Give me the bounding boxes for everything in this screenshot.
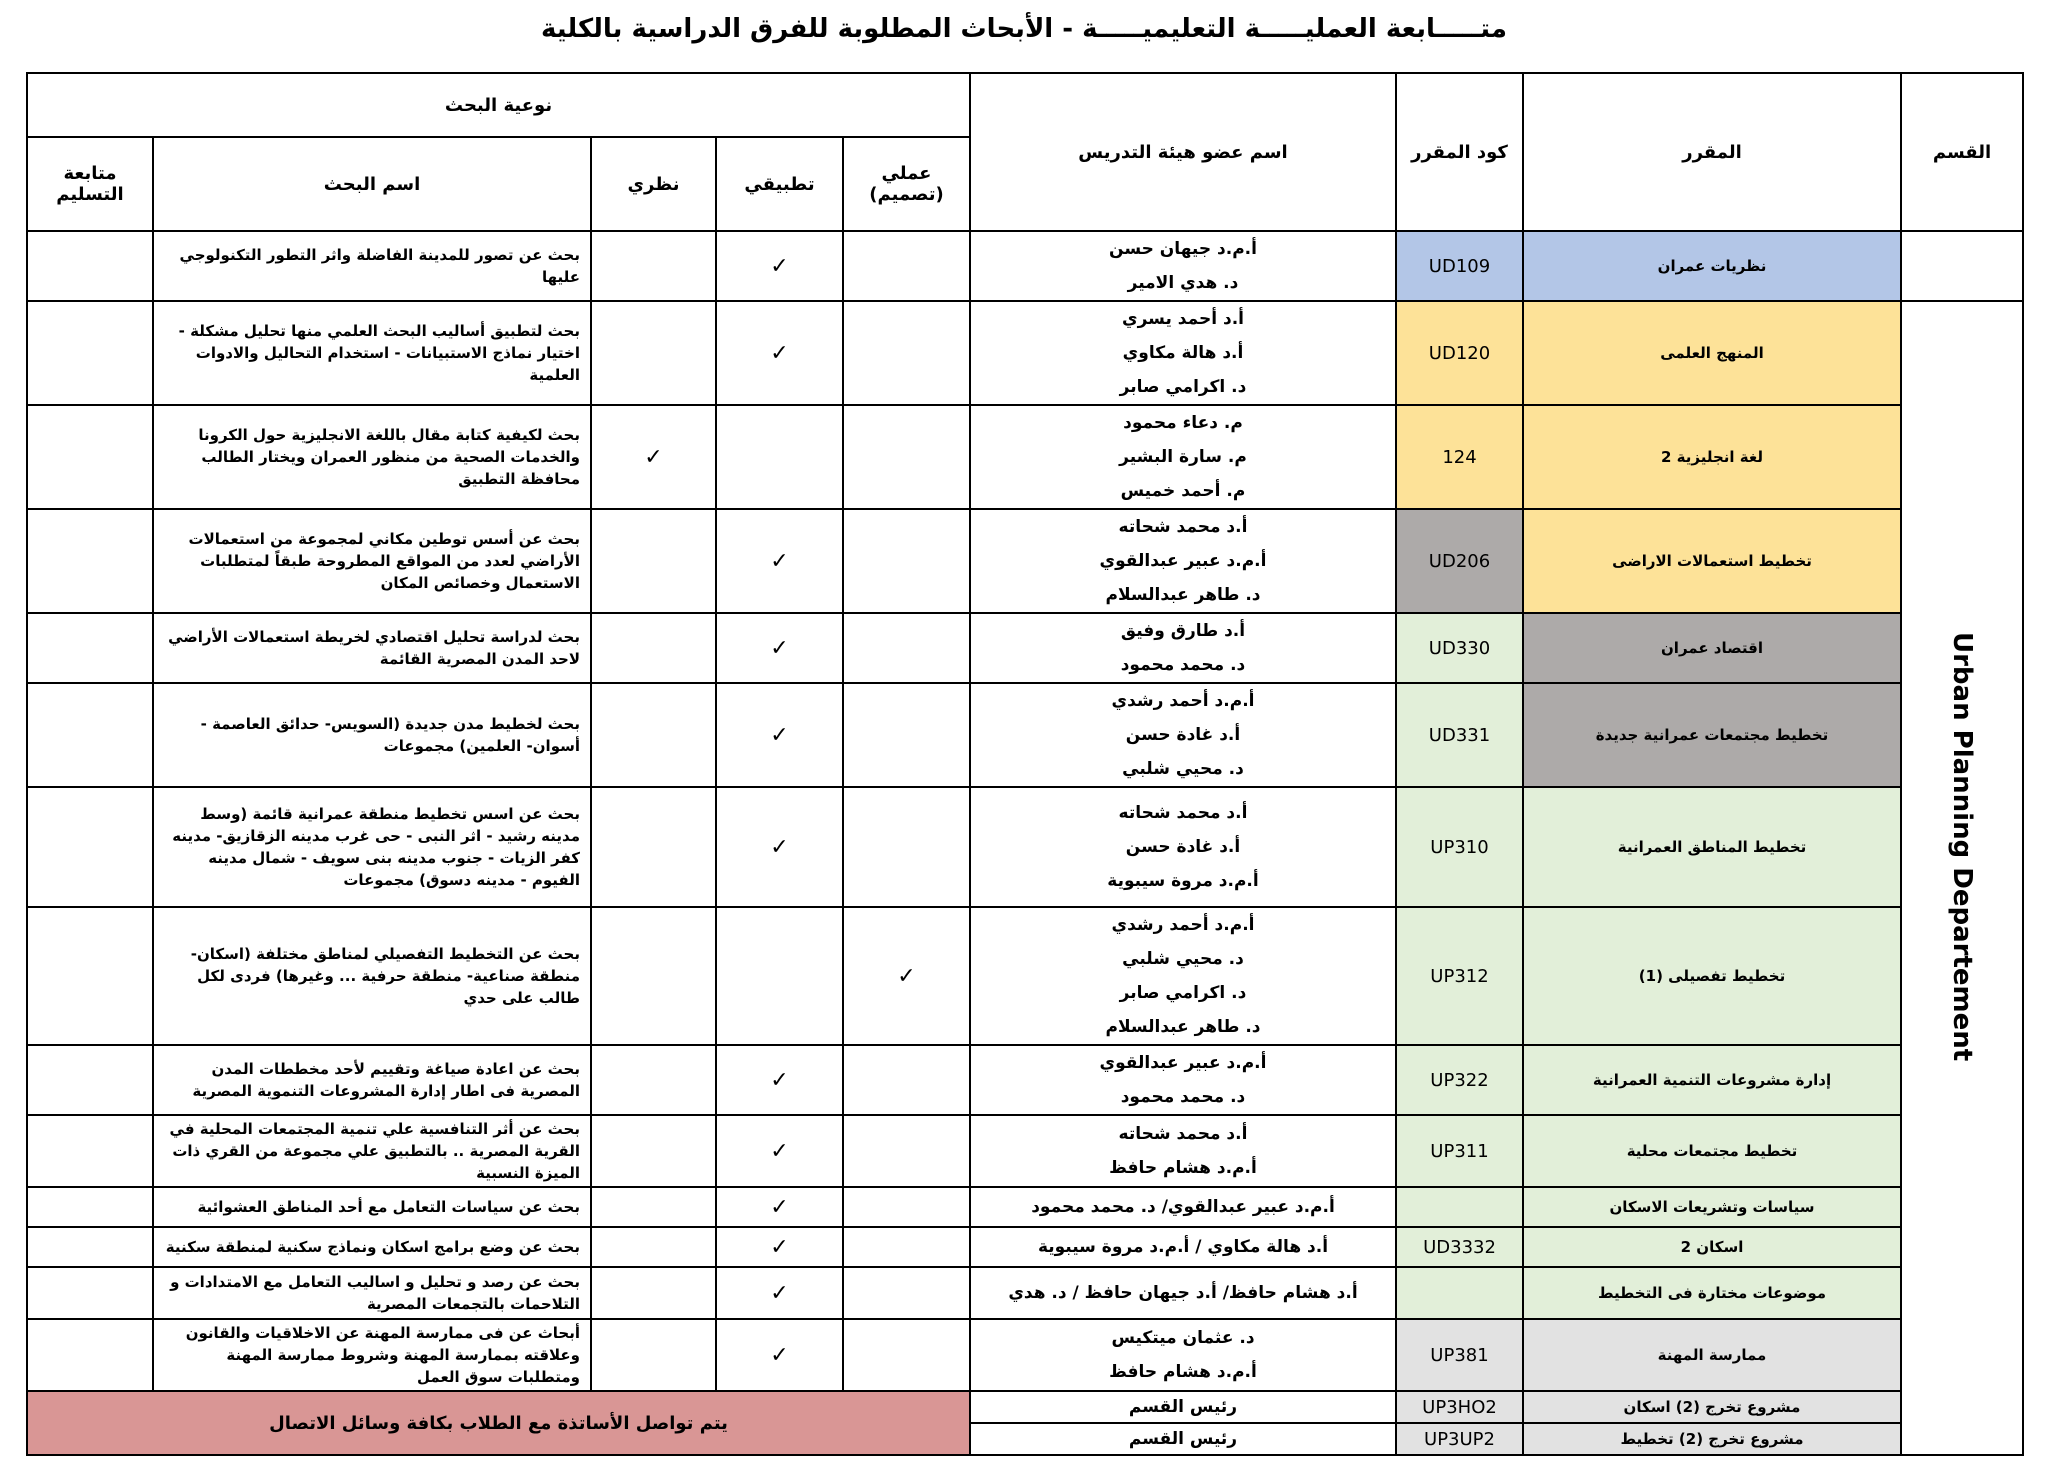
applied-cell	[716, 787, 843, 907]
theoretical-cell	[591, 1267, 716, 1319]
course-code-cell: UP381	[1396, 1319, 1523, 1391]
instructor-name: أ.م.د عبير عبدالقوي/ د. محمد محمود	[1031, 1197, 1335, 1217]
table-row	[27, 509, 2023, 613]
instructor-name: أ.د غادة حسن	[1125, 725, 1241, 745]
check-icon: ✓	[770, 1067, 789, 1093]
applied-header: تطبيقي	[716, 137, 843, 231]
table-row	[27, 907, 2023, 1045]
applied-cell	[716, 1115, 843, 1187]
department-header: القسم	[1901, 73, 2023, 231]
theoretical-cell	[591, 301, 716, 405]
research-name-cell: بحث عن وضع برامج اسكان ونماذج سكنية لمنطقة سكنية	[153, 1227, 591, 1267]
applied-cell	[716, 1187, 843, 1227]
instructor-name: أ.د هشام حافظ/ أ.د جيهان حافظ / د. هدي	[1008, 1283, 1358, 1303]
practical-cell	[843, 1045, 970, 1115]
instructor-name: م. أحمد خميس	[1120, 481, 1246, 501]
practical-header: عملي (تصميم)	[843, 137, 970, 231]
follow-up-cell	[27, 509, 153, 613]
course-code-cell: UP3UP2	[1396, 1423, 1523, 1455]
course-cell: موضوعات مختارة فى التخطيط	[1523, 1267, 1901, 1319]
research-name-cell: بحث عن التخطيط التفصيلي لمناطق مختلفة (اسكان- منطقة صناعية- منطقة حرفية ... وغيرها) فردى لكل طالب على حدي	[153, 907, 591, 1045]
instructor-name: أ.د غادة حسن	[1125, 837, 1241, 857]
practical-cell	[843, 1319, 970, 1391]
table-row	[27, 405, 2023, 509]
instructor-name: د. محمد محمود	[1120, 1087, 1246, 1107]
research-name-cell: أبحاث عن فى ممارسة المهنة عن الاخلاقيات والقانون وعلاقته بممارسة المهنة وشروط ممارسة المهنة ومتطلبات سوق العمل	[153, 1319, 591, 1391]
research-name-cell: بحث عن تصور للمدينة الفاضلة واثر التطور التكنولوجي عليها	[153, 231, 591, 301]
instructor-name: د. طاهر عبدالسلام	[1105, 585, 1261, 605]
research-name-cell: بحث لكيفية كتابة مقال باللغة الانجليزية حول الكرونا والخدمات الصحية من منظور العمران ويختار الطالب محافظة التطبيق	[153, 405, 591, 509]
course-cell: لغة انجليزية 2	[1523, 405, 1901, 509]
instructor-cell	[970, 1423, 1396, 1455]
instructor-cell	[970, 1045, 1396, 1115]
instructor-name: أ.د محمد شحاته	[1118, 1124, 1248, 1144]
course-cell: تخطيط المناطق العمرانية	[1523, 787, 1901, 907]
theoretical-cell	[591, 787, 716, 907]
research-name-cell: بحث لخطيط مدن جديدة (السويس- حدائق العاصمة - أسوان- العلمين) مجموعات	[153, 683, 591, 787]
course-code-cell: UD109	[1396, 231, 1523, 301]
table-row	[27, 1187, 2023, 1227]
course-code-header: كود المقرر	[1396, 73, 1523, 231]
follow-up-header: متابعة التسليم	[27, 137, 153, 231]
applied-cell	[716, 683, 843, 787]
instructor-name: أ.م.د هشام حافظ	[1109, 1158, 1257, 1178]
instructor-name: د. محمد محمود	[1120, 655, 1246, 675]
instructor-name: د. عثمان ميتكيس	[1111, 1328, 1255, 1348]
theoretical-cell	[591, 1187, 716, 1227]
table-row	[27, 613, 2023, 683]
follow-up-cell	[27, 231, 153, 301]
course-cell: المنهج العلمى	[1523, 301, 1901, 405]
instructor-name: د. محيي شلبي	[1122, 759, 1244, 779]
instructor-name: أ.م.د أحمد رشدي	[1111, 691, 1255, 711]
follow-up-cell	[27, 1115, 153, 1187]
instructor-name: أ.د هالة مكاوي	[1122, 343, 1244, 363]
course-cell: ممارسة المهنة	[1523, 1319, 1901, 1391]
department-label: Urban Planning Departement	[1947, 632, 1977, 1062]
instructor-name: أ.م.د عبير عبدالقوي	[1099, 551, 1267, 571]
research-name-header: اسم البحث	[153, 137, 591, 231]
instructor-name: م. دعاء محمود	[1123, 413, 1243, 433]
instructor-name: د. طاهر عبدالسلام	[1105, 1017, 1261, 1037]
research-name-cell: بحث عن أثر التنافسية علي تنمية المجتمعات المحلية في القرية المصرية .. بالتطبيق علي مجموعة من القري ذات الميزة النسبية	[153, 1115, 591, 1187]
practical-cell	[843, 509, 970, 613]
practical-cell	[843, 301, 970, 405]
instructor-cell	[970, 509, 1396, 613]
check-icon: ✓	[770, 635, 789, 661]
instructor-name: أ.م.د مروة سيبوية	[1107, 871, 1259, 891]
course-code-cell: 124	[1396, 405, 1523, 509]
practical-cell	[843, 231, 970, 301]
contact-note: يتم تواصل الأساتذة مع الطلاب بكافة وسائل الاتصال	[27, 1391, 970, 1455]
instructor-name: رئيس القسم	[1128, 1397, 1238, 1417]
course-cell: اسكان 2	[1523, 1227, 1901, 1267]
table-row	[27, 787, 2023, 907]
follow-up-cell	[27, 683, 153, 787]
follow-up-cell	[27, 405, 153, 509]
instructor-name: أ.م.د جيهان حسن	[1109, 239, 1257, 259]
instructor-cell	[970, 1187, 1396, 1227]
table-row	[27, 1045, 2023, 1115]
instructor-name: أ.د هالة مكاوي / أ.م.د مروة سيبوية	[1037, 1237, 1329, 1257]
practical-cell	[843, 683, 970, 787]
table-row	[27, 1319, 2023, 1391]
applied-cell	[716, 1045, 843, 1115]
theoretical-cell	[591, 405, 716, 509]
theoretical-cell	[591, 683, 716, 787]
instructor-cell	[970, 1227, 1396, 1267]
applied-cell	[716, 1227, 843, 1267]
course-code-cell: UP312	[1396, 907, 1523, 1045]
check-icon: ✓	[770, 1342, 789, 1368]
table-row	[27, 1227, 2023, 1267]
course-cell: اقتصاد عمران	[1523, 613, 1901, 683]
instructor-name: أ.م.د عبير عبدالقوي	[1099, 1053, 1267, 1073]
research-name-cell: بحث لدراسة تحليل اقتصادي لخريطة استعمالات الأراضي لاحد المدن المصرية القائمة	[153, 613, 591, 683]
department-cell-top	[1901, 231, 2023, 301]
instructor-name: د. هدي الامير	[1127, 273, 1239, 293]
practical-cell	[843, 1187, 970, 1227]
instructor-cell	[970, 1319, 1396, 1391]
course-code-cell: UD3332	[1396, 1227, 1523, 1267]
check-icon: ✓	[770, 1280, 789, 1306]
course-code-cell: UD331	[1396, 683, 1523, 787]
research-name-cell: بحث عن اسس تخطيط منطقة عمرانية قائمة (وسط مدينه رشيد - اثر النبى - حى غرب مدينه الزقازيق- مدينه كفر الزيات - جنوب مدينه بنى سويف - شمال مدينه الفيوم - مدينه دسوق) مجموعات	[153, 787, 591, 907]
course-code-cell	[1396, 1187, 1523, 1227]
instructor-name: أ.د محمد شحاته	[1118, 517, 1248, 537]
research-table	[26, 72, 2024, 1456]
practical-cell	[843, 1267, 970, 1319]
table-row	[27, 1391, 2023, 1423]
course-code-cell: UP310	[1396, 787, 1523, 907]
instructor-name: د. اكرامي صابر	[1119, 983, 1247, 1003]
course-cell: سياسات وتشريعات الاسكان	[1523, 1187, 1901, 1227]
table-row	[27, 231, 2023, 301]
course-cell: تخطيط تفصيلى (1)	[1523, 907, 1901, 1045]
applied-cell	[716, 907, 843, 1045]
table-row	[27, 301, 2023, 405]
instructor-name: أ.د طارق وفيق	[1120, 621, 1246, 641]
research-name-cell: بحث عن سياسات التعامل مع أحد المناطق العشوائية	[153, 1187, 591, 1227]
follow-up-cell	[27, 1045, 153, 1115]
check-icon: ✓	[770, 1138, 789, 1164]
course-cell: تخطيط مجتمعات محلية	[1523, 1115, 1901, 1187]
applied-cell	[716, 613, 843, 683]
theoretical-cell	[591, 613, 716, 683]
check-icon: ✓	[770, 340, 789, 366]
follow-up-cell	[27, 613, 153, 683]
instructor-cell	[970, 787, 1396, 907]
instructor-name: د. اكرامي صابر	[1119, 377, 1247, 397]
instructor-cell	[970, 907, 1396, 1045]
check-icon: ✓	[770, 834, 789, 860]
instructor-cell	[970, 405, 1396, 509]
research-type-header: نوعية البحث	[27, 73, 970, 137]
course-cell: إدارة مشروعات التنمية العمرانية	[1523, 1045, 1901, 1115]
follow-up-cell	[27, 301, 153, 405]
instructor-name: أ.م.د أحمد رشدي	[1111, 915, 1255, 935]
course-code-cell: UP3HO2	[1396, 1391, 1523, 1423]
instructor-name: رئيس القسم	[1128, 1429, 1238, 1449]
applied-cell	[716, 231, 843, 301]
table-row	[27, 1267, 2023, 1319]
instructor-cell	[970, 683, 1396, 787]
table-row	[27, 1115, 2023, 1187]
applied-cell	[716, 509, 843, 613]
applied-cell	[716, 301, 843, 405]
check-icon: ✓	[644, 444, 663, 470]
research-name-cell: بحث لتطبيق أساليب البحث العلمي منها تحليل مشكلة - اختيار نماذج الاستبيانات - استخدام التحاليل والادوات العلمية	[153, 301, 591, 405]
check-icon: ✓	[770, 1234, 789, 1260]
research-name-cell: بحث عن رصد و تحليل و اساليب التعامل مع الامتدادات و التلاحمات بالتجمعات المصرية	[153, 1267, 591, 1319]
instructor-cell	[970, 1115, 1396, 1187]
instructor-header: اسم عضو هيئة التدريس	[970, 73, 1396, 231]
theoretical-cell	[591, 1319, 716, 1391]
check-icon: ✓	[770, 253, 789, 279]
practical-cell	[843, 787, 970, 907]
practical-cell	[843, 907, 970, 1045]
theoretical-cell	[591, 1045, 716, 1115]
theoretical-cell	[591, 231, 716, 301]
course-cell: تخطيط استعمالات الاراضى	[1523, 509, 1901, 613]
research-name-cell: بحث عن اعادة صياغة وتقييم لأحد مخططات المدن المصرية فى اطار إدارة المشروعات التنموية المصرية	[153, 1045, 591, 1115]
instructor-name: أ.د أحمد يسري	[1122, 309, 1244, 329]
follow-up-cell	[27, 787, 153, 907]
page-title: متـــــابعة العمليـــــة التعليميـــــة - الأبحاث المطلوبة للفرق الدراسية بالكلية	[541, 14, 1507, 44]
instructor-name: أ.م.د هشام حافظ	[1109, 1362, 1257, 1382]
instructor-cell	[970, 1267, 1396, 1319]
course-code-cell: UD206	[1396, 509, 1523, 613]
course-cell: نظريات عمران	[1523, 231, 1901, 301]
course-code-cell: UD120	[1396, 301, 1523, 405]
course-cell: مشروع تخرج (2) تخطيط	[1523, 1423, 1901, 1455]
course-cell: مشروع تخرج (2) اسكان	[1523, 1391, 1901, 1423]
course-cell: تخطيط مجتمعات عمرانية جديدة	[1523, 683, 1901, 787]
follow-up-cell	[27, 907, 153, 1045]
theoretical-cell	[591, 509, 716, 613]
course-code-cell: UD330	[1396, 613, 1523, 683]
follow-up-cell	[27, 1267, 153, 1319]
follow-up-cell	[27, 1227, 153, 1267]
check-icon: ✓	[770, 548, 789, 574]
applied-cell	[716, 405, 843, 509]
instructor-cell	[970, 1391, 1396, 1423]
theoretical-cell	[591, 1227, 716, 1267]
theoretical-cell	[591, 1115, 716, 1187]
practical-cell	[843, 1115, 970, 1187]
instructor-name: م. سارة البشير	[1119, 447, 1247, 467]
research-name-cell: بحث عن أسس توطين مكاني لمجموعة من استعمالات الأراضي لعدد من المواقع المطروحة طبقاً لمتطلبات الاستعمال وخصائص المكان	[153, 509, 591, 613]
instructor-cell	[970, 231, 1396, 301]
practical-cell	[843, 1227, 970, 1267]
department-cell	[1901, 301, 2023, 1455]
follow-up-cell	[27, 1187, 153, 1227]
applied-cell	[716, 1267, 843, 1319]
course-code-cell	[1396, 1267, 1523, 1319]
practical-cell	[843, 613, 970, 683]
instructor-name: د. محيي شلبي	[1122, 949, 1244, 969]
course-header: المقرر	[1523, 73, 1901, 231]
theoretical-cell	[591, 907, 716, 1045]
check-icon: ✓	[897, 963, 916, 989]
theoretical-header: نظري	[591, 137, 716, 231]
instructor-cell	[970, 301, 1396, 405]
check-icon: ✓	[770, 1194, 789, 1220]
table-row	[27, 683, 2023, 787]
course-code-cell: UP311	[1396, 1115, 1523, 1187]
course-code-cell: UP322	[1396, 1045, 1523, 1115]
instructor-cell	[970, 613, 1396, 683]
check-icon: ✓	[770, 722, 789, 748]
applied-cell	[716, 1319, 843, 1391]
follow-up-cell	[27, 1319, 153, 1391]
instructor-name: أ.د محمد شحاته	[1118, 803, 1248, 823]
practical-cell	[843, 405, 970, 509]
